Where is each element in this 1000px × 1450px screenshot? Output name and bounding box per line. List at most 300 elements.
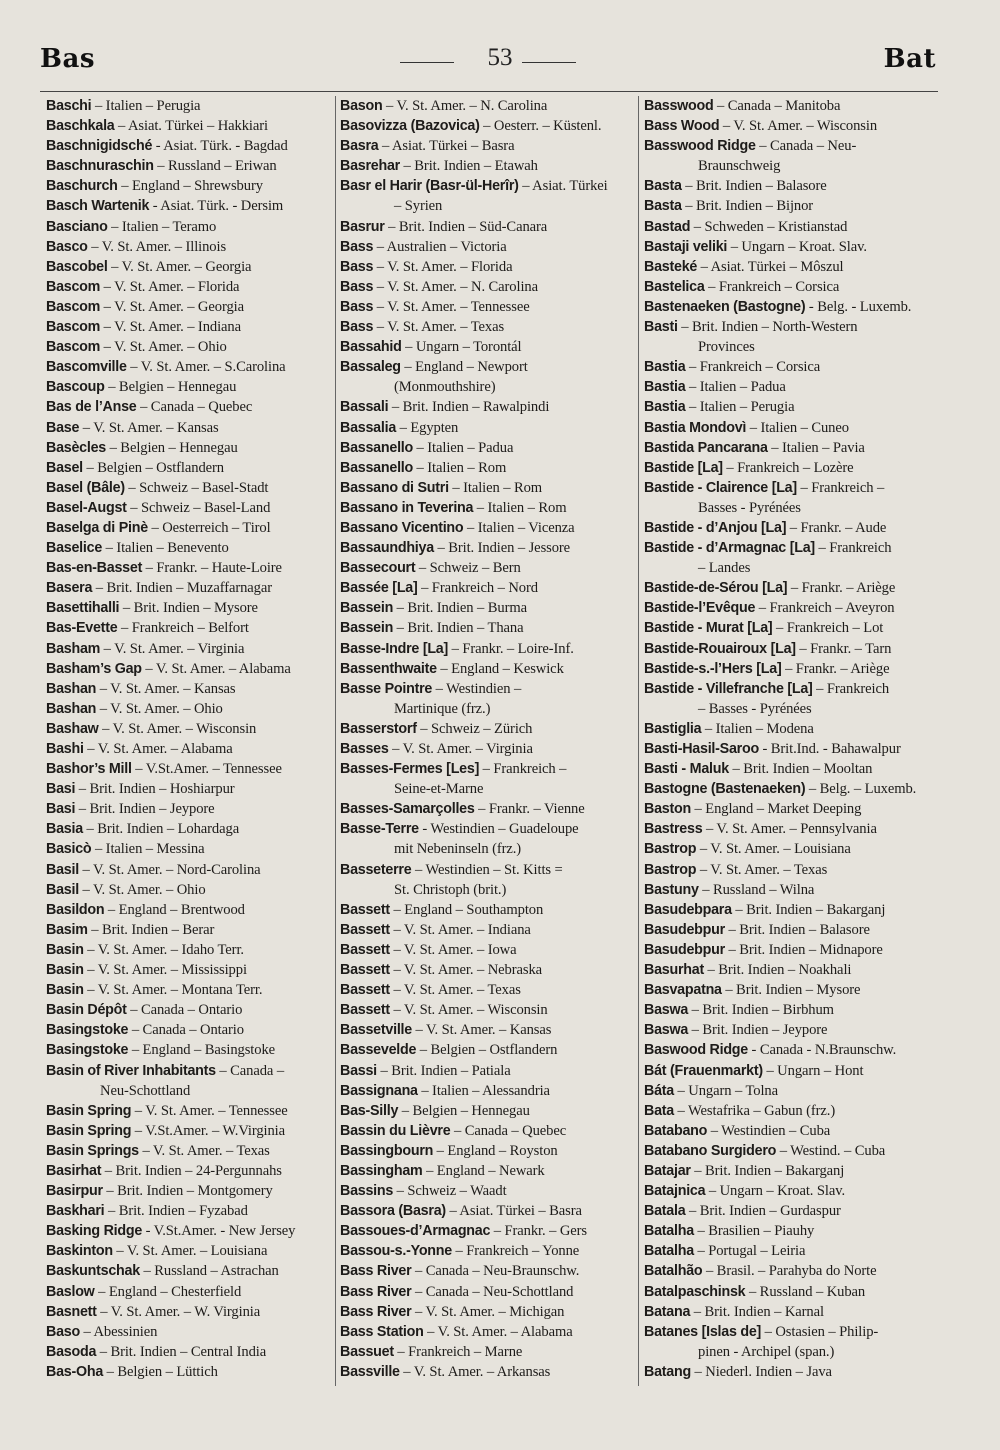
gazetteer-entry — [340, 1020, 638, 1040]
gazetteer-entry — [644, 679, 942, 699]
entry-headword: Bas-Oha — [46, 1363, 104, 1380]
entry-headword: Bassoues-d’Armagnac — [340, 1223, 491, 1240]
gazetteer-entry — [46, 1141, 344, 1161]
entry-location: – Brit. Indien – Jessore — [433, 540, 571, 557]
gazetteer-entry — [46, 1161, 344, 1181]
entry-headword: Basovizza (Bazovica) — [340, 118, 480, 135]
entry-headword: Bassett — [340, 921, 390, 938]
entry-location: – Frankreich – Aveyron — [755, 600, 895, 617]
entry-headword: Basses-Fermes [Les] — [340, 761, 480, 778]
gazetteer-entry — [644, 1282, 942, 1302]
entry-location: – Australien – Victoria — [373, 238, 507, 255]
entry-location: – Schweden – Kristianstad — [690, 218, 848, 235]
entry-headword: Bastaji veliki — [644, 238, 728, 255]
gazetteer-entry — [644, 1040, 942, 1060]
entry-location: – Canada – Ontario — [128, 1022, 244, 1039]
entry-headword: Bassingham — [340, 1162, 423, 1179]
entry-location: – Frankreich – Lozère — [722, 459, 854, 476]
entry-location: – Brit. Indien – Karnal — [690, 1303, 824, 1320]
entry-location: – Brasil. – Parahyba do Norte — [702, 1263, 877, 1280]
gazetteer-entry — [340, 819, 638, 839]
entry-headword: Bastide - Murat [La] — [644, 620, 773, 637]
gazetteer-entry — [46, 418, 344, 438]
entry-location: – England – Newark — [422, 1162, 545, 1179]
entry-headword: Basin Springs — [46, 1142, 139, 1159]
entry-headword: Bassano Vicentino — [340, 519, 464, 536]
entry-headword: Baschurch — [46, 178, 118, 195]
gazetteer-entry — [644, 1302, 942, 1322]
gazetteer-entry — [46, 719, 344, 739]
entry-headword: Bastiglia — [644, 720, 702, 737]
gazetteer-entry — [644, 558, 942, 578]
entry-headword: Basvapatna — [644, 982, 722, 999]
entry-headword: Basse Pointre — [340, 680, 433, 697]
entry-headword: Basse-Terre — [340, 821, 419, 838]
gazetteer-entry — [46, 1241, 344, 1261]
entry-location: – Canada – Ontario — [126, 1002, 243, 1019]
entry-location: – Italien – Padua — [413, 439, 514, 456]
entry-location: – V. St. Amer. – Ohio — [78, 881, 206, 898]
gazetteer-entry — [46, 779, 344, 799]
gazetteer-entry — [644, 1181, 942, 1201]
entry-location: – Brit. Indien – Mysore — [721, 982, 861, 999]
gazetteer-entry — [340, 1181, 638, 1201]
entry-headword: Bass — [340, 298, 374, 315]
entry-location: – V. St. Amer. – Kansas — [411, 1022, 552, 1039]
gazetteer-entry — [340, 1322, 638, 1342]
entry-headword: Baschnuraschin — [46, 158, 154, 175]
entry-location: – Brit. Indien – Central India — [96, 1343, 267, 1360]
gazetteer-entry — [46, 438, 344, 458]
entry-headword: Basti-Hasil-Saroo — [644, 741, 759, 757]
entry-headword: Basingstoke — [46, 1022, 129, 1039]
gazetteer-entry — [340, 880, 638, 900]
entry-headword: Basswood — [644, 98, 714, 114]
gazetteer-entry — [46, 136, 344, 156]
entry-headword: Basta — [644, 178, 682, 195]
gazetteer-entry — [340, 739, 638, 759]
gazetteer-entry — [46, 1342, 344, 1362]
gazetteer-entry — [340, 1342, 638, 1362]
gazetteer-entry — [46, 357, 344, 377]
entry-headword: Bass River — [340, 1303, 412, 1320]
gazetteer-entry — [340, 418, 638, 438]
entry-location: – England – Royston — [433, 1142, 558, 1159]
entry-headword: Basudebpara — [644, 901, 732, 918]
gazetteer-entry — [46, 679, 344, 699]
entry-headword: Bassett — [340, 982, 390, 999]
entry-location: – Russland – Kuban — [745, 1283, 866, 1300]
entry-location: – Canada – Neu- — [755, 138, 857, 155]
entry-headword: Bascobel — [46, 258, 108, 275]
entry-headword: Bass Station — [340, 1323, 424, 1340]
entry-headword: Bassano in Teverina — [340, 499, 474, 516]
entry-location: – Brit. Indien – Noakhali — [703, 962, 852, 979]
entry-headword: Basil — [46, 861, 79, 878]
gazetteer-entry — [644, 739, 942, 759]
entry-headword: Basswood Ridge — [644, 138, 756, 155]
gazetteer-entry — [644, 940, 942, 960]
entry-headword: Baswa — [644, 1002, 689, 1019]
entry-location: – Brit. Indien – Jeypore — [75, 801, 215, 818]
entry-headword: Baschkala — [46, 118, 115, 135]
gazetteer-entry — [644, 900, 942, 920]
running-head-right: Bat — [883, 44, 936, 74]
entry-location: – Schweiz – Waadt — [393, 1183, 507, 1200]
gazetteer-entry — [644, 397, 942, 417]
gazetteer-entry — [644, 1020, 942, 1040]
entry-headword: Basco — [46, 238, 88, 255]
entry-headword: Báta — [644, 1082, 674, 1099]
gazetteer-entry — [644, 759, 942, 779]
gazetteer-entry — [340, 176, 638, 196]
entry-location: – Oesterreich – Tirol — [147, 519, 271, 536]
entry-headword: Bas-Silly — [340, 1102, 399, 1119]
running-head-left: Bas — [40, 44, 95, 74]
gazetteer-entry — [644, 1362, 942, 1382]
entry-headword: Basses — [340, 741, 389, 757]
entry-location: – Brit. Indien – Balasore — [681, 178, 827, 195]
gazetteer-entry — [644, 237, 942, 257]
entry-location: – Brit. Indien – Berar — [87, 921, 215, 938]
entry-location: – Syrien — [394, 198, 443, 215]
gazetteer-entry — [644, 337, 942, 357]
entry-location: – V. St. Amer. – Alabama — [83, 741, 233, 757]
entry-headword: Bassins — [340, 1183, 394, 1200]
entry-location: – V. St. Amer. – Iowa — [389, 941, 517, 958]
entry-headword: Batanes [Islas de] — [644, 1323, 762, 1340]
entry-headword: Basrehar — [340, 158, 400, 175]
gazetteer-entry — [340, 277, 638, 297]
gazetteer-entry — [644, 317, 942, 337]
entry-headword: Batajnica — [644, 1183, 706, 1200]
entry-location: – V. St. Amer. – Nebraska — [389, 962, 543, 979]
entry-headword: Batabano Surgidero — [644, 1142, 777, 1159]
entry-location: – Frankreich – Corsica — [704, 278, 840, 295]
column-3 — [644, 96, 942, 1382]
entry-location: – Brit. Indien – Bakarganj — [731, 901, 886, 918]
entry-headword: Bason — [340, 98, 383, 114]
gazetteer-entry — [644, 1261, 942, 1281]
entry-location: – Egypten — [396, 419, 459, 436]
entry-location: – Italien – Vicenza — [463, 519, 575, 536]
gazetteer-entry — [340, 940, 638, 960]
gazetteer-entry — [340, 679, 638, 699]
gazetteer-entry — [46, 860, 344, 880]
gazetteer-entry — [644, 418, 942, 438]
entry-headword: Bassuet — [340, 1343, 394, 1360]
entry-location: - Westindien – Guadeloupe — [418, 821, 579, 838]
gazetteer-entry — [644, 1101, 942, 1121]
gazetteer-entry — [46, 237, 344, 257]
gazetteer-entry — [340, 1000, 638, 1020]
entry-location: – Italien – Perugia — [685, 399, 795, 416]
entry-location: – Westafrika – Gabun (frz.) — [674, 1102, 836, 1119]
header-rule-right — [522, 62, 576, 63]
entry-location: – Frankreich – Marne — [393, 1343, 523, 1360]
entry-location: – Brit. Indien – Mysore — [119, 600, 258, 617]
entry-location: – Abessinien — [79, 1323, 158, 1340]
entry-headword: Bassett — [340, 962, 390, 979]
gazetteer-entry — [644, 880, 942, 900]
entry-headword: Bastide-s.-l’Hers [La] — [644, 660, 782, 677]
entry-location: – Russland – Eriwan — [153, 158, 277, 175]
gazetteer-entry — [46, 277, 344, 297]
entry-headword: Bashaw — [46, 720, 99, 737]
gazetteer-entry — [340, 920, 638, 940]
gazetteer-entry — [46, 116, 344, 136]
entry-headword: Baschnigidsché — [46, 138, 153, 155]
entry-location: – Ungarn – Hont — [762, 1062, 864, 1079]
entry-headword: Basettihalli — [46, 600, 120, 617]
entry-location: – V. St. Amer. – Ohio — [96, 700, 223, 717]
gazetteer-entry — [340, 659, 638, 679]
entry-location: – Brit. Indien – Jeypore — [688, 1022, 828, 1039]
entry-location: – Frankr. – Aude — [786, 519, 887, 536]
gazetteer-entry — [644, 819, 942, 839]
entry-headword: Bastide-l’Evêque — [644, 600, 756, 617]
entry-headword: Bas de l’Anse — [46, 399, 137, 416]
entry-location: – Brit. Indien – Midnapore — [724, 941, 883, 958]
gazetteer-entry — [340, 237, 638, 257]
entry-location: – V. St. Amer. – Louisiana — [112, 1243, 268, 1260]
entry-headword: Basin Spring — [46, 1102, 132, 1119]
entry-location: – Asiat. Türkei – Hakkiari — [114, 118, 268, 135]
gazetteer-entry — [340, 699, 638, 719]
entry-headword: Basoda — [46, 1343, 97, 1360]
entry-location: – V. St. Amer. – Louisiana — [696, 841, 851, 858]
entry-headword: Base — [46, 419, 80, 436]
entry-headword: Baswa — [644, 1022, 689, 1039]
entry-location: – Italien – Rom — [413, 459, 507, 476]
entry-location: – V. St. Amer. – Ohio — [100, 339, 227, 356]
entry-headword: Batana — [644, 1303, 691, 1320]
entry-location: - Brit.Ind. - Bahawalpur — [758, 741, 901, 757]
entry-location: – V. St. Amer. – Alabama — [423, 1323, 573, 1340]
gazetteer-entry — [340, 538, 638, 558]
entry-location: – Italien – Teramo — [107, 218, 217, 235]
entry-location: – Italien – Modena — [701, 720, 814, 737]
entry-headword: Basrur — [340, 218, 385, 235]
gazetteer-entry — [46, 156, 344, 176]
entry-headword: Baskinton — [46, 1243, 113, 1260]
entry-headword: Bastide-de-Sérou [La] — [644, 580, 788, 597]
entry-headword: Bassingbourn — [340, 1142, 434, 1159]
gazetteer-entry — [46, 639, 344, 659]
column-2 — [340, 96, 638, 1382]
gazetteer-entry — [644, 699, 942, 719]
entry-location: – Brit. Indien – Süd-Canara — [384, 218, 548, 235]
entry-headword: Bassville — [340, 1363, 400, 1380]
entry-location: – V. St. Amer. – Virginia — [388, 741, 533, 757]
gazetteer-entry — [46, 900, 344, 920]
entry-headword: Basking Ridge — [46, 1223, 143, 1240]
entry-location: – V. St. Amer. – Nord-Carolina — [78, 861, 261, 878]
entry-headword: Bass — [340, 258, 374, 275]
entry-headword: Batalhão — [644, 1263, 703, 1280]
entry-location: – Niederl. Indien – Java — [690, 1363, 832, 1380]
entry-headword: Bassin du Lièvre — [340, 1122, 451, 1139]
entry-headword: Basch Wartenik — [46, 198, 150, 215]
entry-location: – V. St. Amer. – Idaho Terr. — [83, 941, 244, 958]
entry-headword: Batalha — [644, 1243, 694, 1260]
entry-location: – Russland – Astrachan — [139, 1263, 279, 1280]
gazetteer-entry — [46, 819, 344, 839]
gazetteer-entry — [644, 659, 942, 679]
gazetteer-entry — [644, 860, 942, 880]
gazetteer-entry — [46, 618, 344, 638]
gazetteer-entry — [340, 839, 638, 859]
gazetteer-entry — [46, 1362, 344, 1382]
entry-location: – Basses - Pyrénées — [698, 700, 812, 717]
gazetteer-entry — [46, 1201, 344, 1221]
entry-location: – Brit. Indien – 24-Pergunnahs — [101, 1162, 282, 1179]
entry-location: – Frankr. – Haute-Loire — [142, 560, 282, 577]
gazetteer-entry — [644, 277, 942, 297]
entry-headword: Bastide - Villefranche [La] — [644, 680, 813, 697]
entry-location: – Russland – Wilna — [698, 881, 815, 898]
entry-location: - Asiat. Türk. - Dersim — [149, 198, 284, 215]
entry-location: - Asiat. Türk. - Bagdad — [152, 138, 288, 155]
entry-headword: Basciano — [46, 218, 108, 235]
gazetteer-entry — [46, 257, 344, 277]
entry-headword: Basti - Maluk — [644, 761, 729, 778]
gazetteer-entry — [46, 799, 344, 819]
gazetteer-entry — [46, 1081, 344, 1101]
gazetteer-entry — [340, 196, 638, 216]
gazetteer-entry — [46, 498, 344, 518]
entry-headword: Baso — [46, 1323, 80, 1340]
entry-location: – V. St. Amer. – Michigan — [411, 1303, 565, 1320]
entry-location: – Frankreich – — [479, 761, 567, 778]
entry-location: – V. St. Amer. – Texas — [389, 982, 521, 999]
gazetteer-entry — [46, 1181, 344, 1201]
entry-location: – Ungarn – Tolna — [674, 1082, 779, 1099]
gazetteer-entry — [340, 719, 638, 739]
gazetteer-entry — [340, 1101, 638, 1121]
gazetteer-entry — [340, 156, 638, 176]
entry-headword: Batalpaschinsk — [644, 1283, 746, 1300]
entry-location: – V. St. Amer. – Virginia — [100, 640, 245, 657]
entry-location: Basses - Pyrénées — [698, 499, 801, 516]
entry-headword: Bassett — [340, 901, 390, 918]
entry-location: – Ungarn – Kroat. Slav. — [727, 238, 867, 255]
entry-location: – V. St. Amer. – W. Virginia — [96, 1303, 261, 1320]
gazetteer-entry — [46, 96, 344, 116]
entry-headword: Bassaleg — [340, 359, 401, 376]
gazetteer-entry — [340, 1121, 638, 1141]
gazetteer-entry — [340, 799, 638, 819]
entry-location: – Ostasien – Philip- — [761, 1323, 879, 1340]
entry-headword: Bascoup — [46, 379, 105, 396]
entry-location: – V. St. Amer. – Indiana — [100, 319, 241, 336]
gazetteer-entry — [340, 116, 638, 136]
gazetteer-entry — [340, 980, 638, 1000]
entry-location: – Brit. Indien – Montgomery — [102, 1183, 273, 1200]
entry-headword: Baselice — [46, 540, 103, 557]
gazetteer-entry — [340, 1261, 638, 1281]
entry-location: – Asiat. Türkei – Basra — [378, 138, 515, 155]
entry-headword: Basin — [46, 941, 84, 958]
entry-location: – Brit. Indien – Birbhum — [688, 1002, 834, 1019]
gazetteer-entry — [46, 176, 344, 196]
entry-headword: Basserstorf — [340, 720, 417, 737]
entry-location: – Belgien – Hennegau — [106, 439, 238, 456]
entry-headword: Bass — [340, 319, 374, 336]
entry-headword: Bassou-s.-Yonne — [340, 1243, 452, 1260]
entry-headword: Basirhat — [46, 1162, 102, 1179]
gazetteer-entry — [340, 1221, 638, 1241]
gazetteer-entry — [340, 598, 638, 618]
entry-location: – Frankr. – Loire-Inf. — [448, 640, 574, 657]
entry-headword: Basnett — [46, 1303, 97, 1320]
entry-headword: Basel (Bâle) — [46, 479, 125, 496]
entry-location: - Canada - N.Braunschw. — [747, 1042, 897, 1059]
entry-location: – Westind. – Cuba — [776, 1142, 886, 1159]
gazetteer-entry — [340, 618, 638, 638]
entry-headword: Basudebpur — [644, 941, 725, 958]
header-divider — [40, 91, 938, 92]
gazetteer-entry — [340, 397, 638, 417]
entry-headword: Baslow — [46, 1283, 95, 1300]
entry-location: – Canada – — [215, 1062, 285, 1079]
entry-location: – Brit. Indien – Bijnor — [681, 198, 814, 215]
gazetteer-entry — [644, 578, 942, 598]
entry-headword: Basil — [46, 881, 79, 898]
entry-location: – Italien – Perugia — [91, 98, 201, 114]
entry-location: – Brit. Indien – Balasore — [724, 921, 870, 938]
entry-headword: Basel — [46, 459, 83, 476]
entry-headword: Batala — [644, 1203, 686, 1220]
entry-headword: Bassalia — [340, 419, 397, 436]
entry-headword: Bascom — [46, 298, 101, 315]
page-number: 53 — [487, 44, 513, 71]
entry-headword: Bass River — [340, 1283, 412, 1300]
entry-headword: Bassanello — [340, 459, 413, 476]
entry-location: – Canada – Neu-Braunschw. — [411, 1263, 580, 1280]
entry-location: – V. St. Amer. – Kansas — [79, 419, 219, 436]
entry-headword: Bassett — [340, 1002, 390, 1019]
entry-location: – Brit. Indien – Rawalpindi — [388, 399, 550, 416]
gazetteer-entry — [644, 357, 942, 377]
entry-location: (Monmouthshire) — [394, 379, 496, 396]
gazetteer-entry — [340, 960, 638, 980]
gazetteer-entry — [46, 578, 344, 598]
entry-location: – England – Keswick — [436, 660, 564, 677]
gazetteer-entry — [46, 1040, 344, 1060]
gazetteer-entry — [644, 779, 942, 799]
gazetteer-entry — [340, 377, 638, 397]
gazetteer-entry — [46, 960, 344, 980]
entry-location: – Brit. Indien – Mooltan — [728, 761, 873, 778]
entry-headword: Bassaundhiya — [340, 540, 434, 557]
entry-location: – Frankr. – Vienne — [474, 801, 585, 818]
entry-location: – V.St.Amer. – W.Virginia — [131, 1122, 286, 1139]
entry-headword: Bastia — [644, 379, 686, 396]
gazetteer-entry — [644, 136, 942, 156]
entry-headword: Bass Wood — [644, 118, 720, 135]
gazetteer-entry — [644, 1342, 942, 1362]
entry-headword: Bastia — [644, 399, 686, 416]
page-header — [0, 0, 1000, 95]
entry-location: Martinique (frz.) — [394, 700, 491, 717]
entry-location: – Italien – Rom — [473, 499, 567, 516]
entry-headword: Baskhari — [46, 1203, 105, 1220]
entry-headword: Basingstoke — [46, 1042, 129, 1059]
gazetteer-entry — [46, 1282, 344, 1302]
entry-location: – V. St. Amer. – Montana Terr. — [83, 982, 263, 999]
entry-location: – V. St. Amer. – Georgia — [107, 258, 252, 275]
